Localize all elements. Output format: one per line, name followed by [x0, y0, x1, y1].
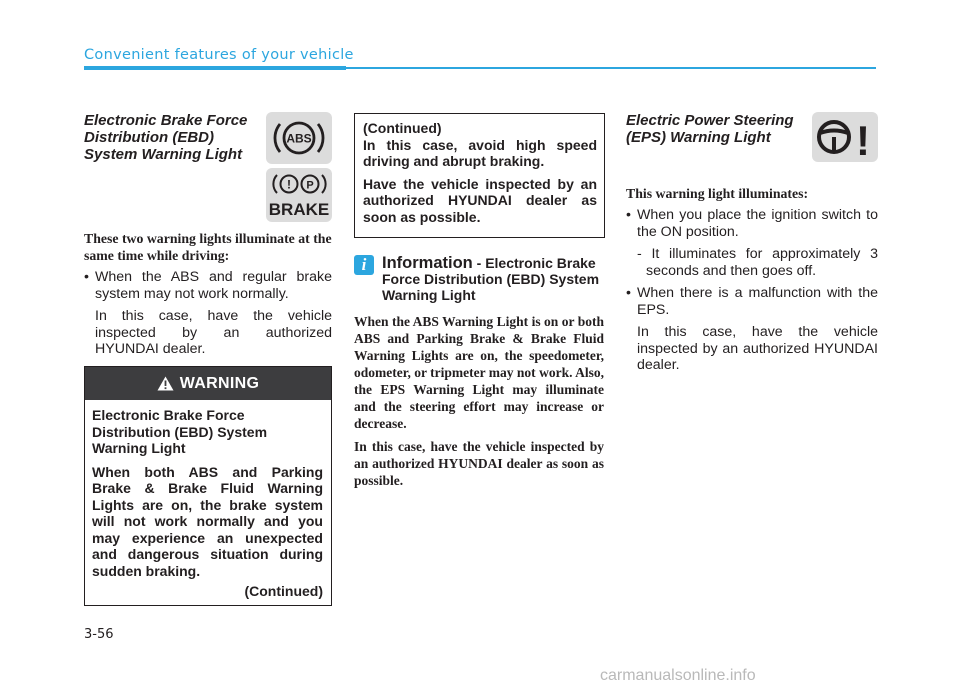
warning-label: WARNING: [179, 374, 260, 392]
information-title: [382, 255, 604, 303]
steering-wheel-warning-icon: [812, 112, 878, 162]
information-p2: In this case, have the vehicle inspected by an authorized HYUNDAI dealer as soon as possible.: [354, 439, 604, 488]
watermark: carmanualsonline.info: [600, 667, 756, 684]
continued-p1: In this case, avoid high speed driving and abrupt braking.: [363, 136, 597, 169]
ebd-intro: These two warning lights illuminate at the same time while driving:: [84, 231, 332, 263]
ebd-bullet: • When the ABS and regular brake system may not work normally.: [84, 269, 332, 302]
continued-heading: (Continued): [363, 120, 442, 136]
abs-icon-label: ABS: [286, 131, 312, 146]
eps-bullet-list-1: [626, 207, 878, 240]
ebd-title-line-3: System Warning Light: [84, 146, 243, 163]
information-label: Information: [382, 254, 473, 272]
eps-bullet-2: • When there is a malfunction with the EPS.: [626, 285, 878, 318]
ebd-section-title: [84, 112, 264, 163]
continued-p2: Have the vehicle inspected by an authorized HYUNDAI dealer as soon as possible.: [363, 175, 597, 225]
header-rule: [346, 67, 876, 69]
brake-icon-label: BRAKE: [269, 200, 329, 219]
warning-header: [85, 367, 331, 400]
ebd-content: [84, 230, 332, 358]
information-p1: When the ABS Warning Light is on or both ABS and Parking Brake & Brake Fluid Warning Lights are on, the speedometer, odometer, or tripmeter may not work. Also, the EPS Warning Light may illuminate and the steering effort may increase or decrease.: [354, 314, 604, 431]
eps-content: [626, 185, 878, 374]
brake-warning-icon: [266, 168, 332, 222]
page-number: 3-56: [84, 627, 114, 642]
information-subtitle: - Electronic Brake Force Distribution (EBD) System Warning Light: [382, 255, 600, 303]
eps-bullet-1: • When you place the ignition switch to the ON position.: [626, 207, 878, 240]
warning-triangle-icon: [157, 376, 174, 391]
warning-text: When both ABS and Parking Brake & Brake Fluid Warning Lights are on, the brake system will not work normally and you may experience an unexpected and dangerous situation during sudden braking.: [92, 463, 323, 579]
eps-bullet-1-sub: - It illuminates for approximately 3 seconds and then goes off.: [637, 246, 878, 279]
eps-section-title: [626, 112, 811, 146]
eps-intro: This warning light illuminates:: [626, 186, 809, 201]
eps-bullet-2-sub: In this case, have the vehicle inspected by an authorized HYUNDAI dealer.: [637, 324, 878, 373]
ebd-bullet-sub: In this case, have the vehicle inspected by an authorized HYUNDAI dealer.: [95, 308, 332, 357]
eps-title-line-2: (EPS) Warning Light: [626, 129, 771, 146]
brake-icon-park: P: [306, 179, 314, 192]
ebd-title-line-2: Distribution (EBD): [84, 129, 214, 146]
eps-bullet-list-2: [626, 285, 878, 318]
warning-body: [85, 407, 331, 600]
eps-icon-exclaim: !: [856, 117, 870, 160]
warning-continued: (Continued): [244, 583, 323, 599]
information-icon: i: [354, 255, 374, 275]
eps-title-line-1: Electric Power Steering: [626, 112, 794, 129]
information-content: [354, 313, 604, 489]
ebd-title-line-1: Electronic Brake Force: [84, 112, 248, 129]
section-header-title: Convenient features of your vehicle: [84, 47, 354, 63]
brake-icon-exclaim: !: [287, 177, 291, 192]
warning-title: Electronic Brake Force Distribution (EBD) System Warning Light: [92, 407, 268, 456]
warning-box: [84, 366, 332, 606]
header-accent-bar: [84, 66, 346, 70]
abs-warning-icon: [266, 112, 332, 164]
continued-box: [354, 113, 605, 238]
ebd-bullet-list: [84, 269, 332, 302]
